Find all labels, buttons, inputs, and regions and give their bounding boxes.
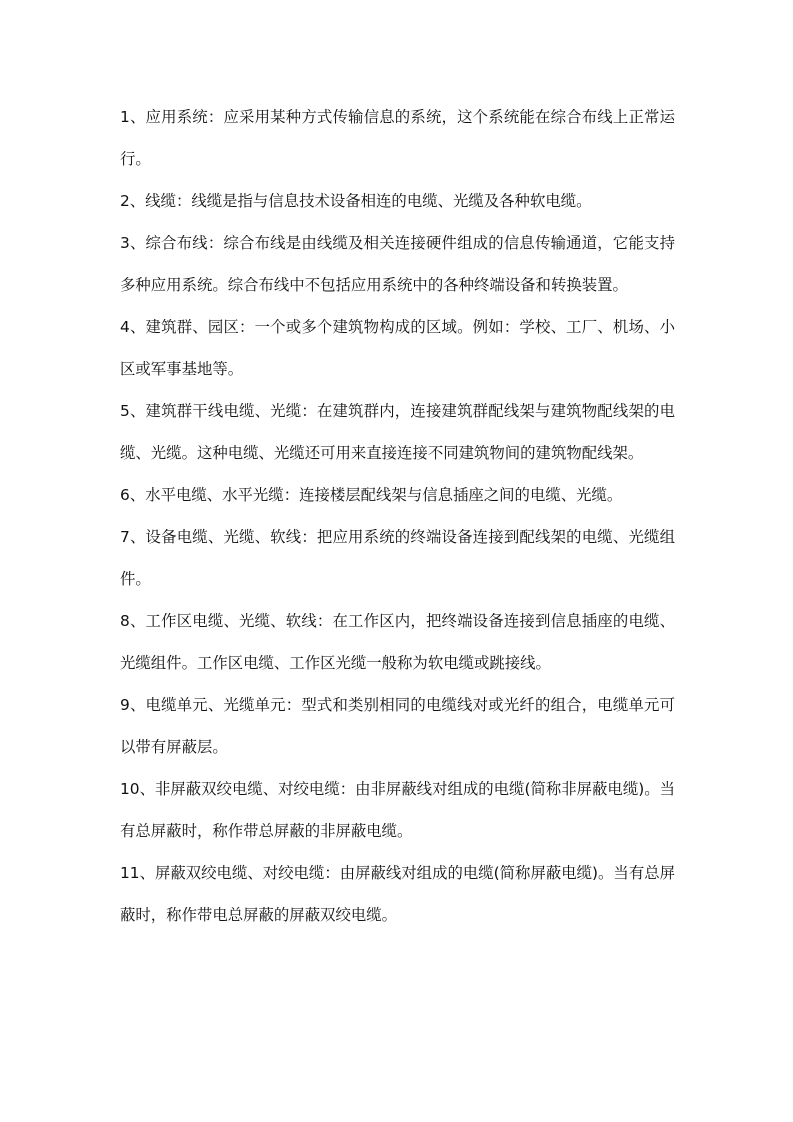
definition-paragraph-8: 8、工作区电缆、光缆、软线：在工作区内，把终端设备连接到信息插座的电缆、光缆组件。工作区电缆、工作区光缆一般称为软电缆或跳接线。 bbox=[120, 612, 675, 672]
definition-paragraph-3: 3、综合布线：综合布线是由线缆及相关连接硬件组成的信息传输通道，它能支持多种应用系统。综合布线中不包括应用系统中的各种终端设备和转换装置。 bbox=[120, 234, 675, 294]
document-body bbox=[120, 96, 675, 936]
definition-paragraph-6: 6、水平电缆、水平光缆：连接楼层配线架与信息插座之间的电缆、光缆。 bbox=[120, 486, 623, 504]
definition-paragraph-10: 10、非屏蔽双绞电缆、对绞电缆：由非屏蔽线对组成的电缆(简称非屏蔽电缆)。当有总屏蔽时，称作带总屏蔽的非屏蔽电缆。 bbox=[120, 780, 675, 840]
definition-paragraph-5: 5、建筑群干线电缆、光缆：在建筑群内，连接建筑群配线架与建筑物配线架的电缆、光缆。这种电缆、光缆还可用来直接连接不同建筑物间的建筑物配线架。 bbox=[120, 402, 675, 462]
definition-paragraph-4: 4、建筑群、园区：一个或多个建筑物构成的区域。例如：学校、工厂、机场、小区或军事基地等。 bbox=[120, 318, 675, 378]
definition-paragraph-9: 9、电缆单元、光缆单元：型式和类别相同的电缆线对或光纤的组合，电缆单元可以带有屏蔽层。 bbox=[120, 696, 675, 756]
definition-paragraph-1: 1、应用系统：应采用某种方式传输信息的系统，这个系统能在综合布线上正常运行。 bbox=[120, 108, 675, 168]
definition-paragraph-7: 7、设备电缆、光缆、软线：把应用系统的终端设备连接到配线架的电缆、光缆组件。 bbox=[120, 528, 675, 588]
definition-paragraph-11: 11、屏蔽双绞电缆、对绞电缆：由屏蔽线对组成的电缆(简称屏蔽电缆)。当有总屏蔽时，称作带电总屏蔽的屏蔽双绞电缆。 bbox=[120, 864, 675, 924]
definition-paragraph-2: 2、线缆：线缆是指与信息技术设备相连的电缆、光缆及各种软电缆。 bbox=[120, 192, 592, 210]
